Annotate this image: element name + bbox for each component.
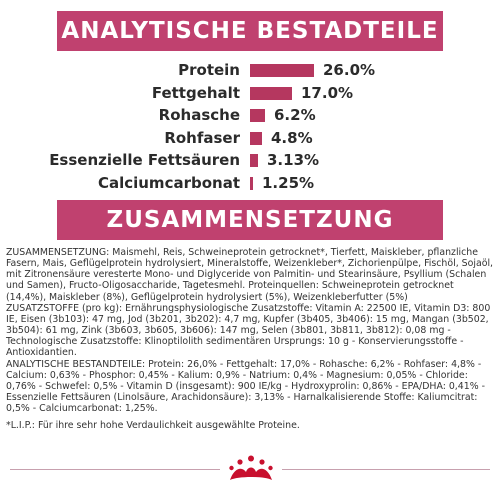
analytic-constituents-header: ANALYTISCHE BESTADTEILE: [57, 11, 443, 51]
chart-category-label: Calciumcarbonat: [97, 173, 240, 192]
composition-header: ZUSAMMENSETZUNG: [57, 200, 443, 240]
chart-bar: [250, 177, 253, 190]
chart-bar: [250, 64, 314, 77]
chart-category-label: Rohasche: [158, 106, 240, 124]
analytic-paragraph: ANALYTISCHE BESTANDTEILE: Protein: 26,0% - Fettgehalt: 17,0% - Rohasche: 6,2% - Rohfaser: 4,8% - Calcium: 0,63% - Phosphor: 0,45% - Kalium: 0,9% - Natrium: 0,4% - Magnesium: 0,05% - Chloride: 0,76% - Schwefel: 0,5% - Vitamin D (insgesamt): 900 IE/kg - Hydroxyprolin: 0,86% - EPA/DHA: 0,41% - Essenzielle Fettsäuren (Linolsäure, Arachidonsäure): 3,13% - Harnalkalisierende Stoffe: Kaliumcitrat: 0,5% - Calciumcarbonat: 1,25%.: [6, 358, 485, 415]
chart-value-label: 3.13%: [267, 151, 320, 169]
footer: [0, 452, 500, 492]
chart-category-label: Rohfaser: [164, 128, 240, 147]
chart-row: [0, 127, 500, 150]
footer-divider-left: [10, 469, 220, 470]
chart-bar: [250, 132, 262, 145]
chart-category-label: Essenzielle Fettsäuren: [49, 151, 240, 169]
chart-bar: [250, 154, 258, 167]
lip-footnote: *L.I.P.: Für ihre sehr hohe Verdaulichkeit ausgewählte Proteine.: [6, 420, 300, 432]
chart-row: [0, 149, 500, 172]
footer-divider-right: [282, 469, 490, 470]
chart-value-label: 1.25%: [262, 173, 315, 192]
composition-text: [6, 247, 496, 432]
chart-value-label: 17.0%: [301, 83, 354, 102]
composition-paragraph: ZUSAMMENSETZUNG: Maismehl, Reis, Schweineprotein getrocknet*, Tierfett, Maiskleber, pflanzliche Fasern, Mais, Geflügelprotein hydrolysiert, Mineralstoffe, Weizenkleber*, Zichorienpülpe, Fischöl, Sojaöl, mit Zitronensäure veresterte Mono- und Diglyceride von Palmitin- und Stearinsäure, Psyllium (Schalen und Samen), Fructo-Oligosaccharide, Tagetesmehl. Proteinquellen: Schweineprotein getrocknet (14,4%), Maiskleber (8%), Geflügelprotein hydrolysiert (5%), Weizenkleberfutter (5%): [6, 247, 494, 303]
chart-value-label: 4.8%: [271, 128, 313, 147]
chart-value-label: 26.0%: [323, 61, 376, 79]
chart-row: [0, 104, 500, 127]
chart-row: [0, 82, 500, 105]
royal-canin-crown-logo-icon: [228, 454, 274, 484]
chart-bar: [250, 109, 265, 122]
chart-category-label: Protein: [178, 61, 240, 79]
chart-bar: [250, 87, 292, 100]
additives-paragraph: ZUSATZSTOFFE (pro kg): Ernährungsphysiologische Zusatzstoffe: Vitamin A: 22500 IE, Vitamin D3: 800 IE, Eisen (3b103): 47 mg, Jod (3b201, 3b202): 4,7 mg, Kupfer (3b405, 3b406): 15 mg, Mangan (3b502, 3b504): 61 mg, Zink (3b603, 3b605, 3b606): 147 mg, Selen (3b801, 3b811, 3b812): 0,08 mg - Technologische Zusatzstoffe: Klinoptilolith sedimentären Ursprungs: 10 g - Konservierungsstoffe - Antioxidantien.: [6, 302, 491, 359]
chart-row: [0, 59, 500, 82]
chart-row: [0, 172, 500, 195]
analytic-bar-chart: [0, 59, 500, 194]
chart-value-label: 6.2%: [274, 106, 316, 124]
chart-category-label: Fettgehalt: [151, 83, 240, 102]
